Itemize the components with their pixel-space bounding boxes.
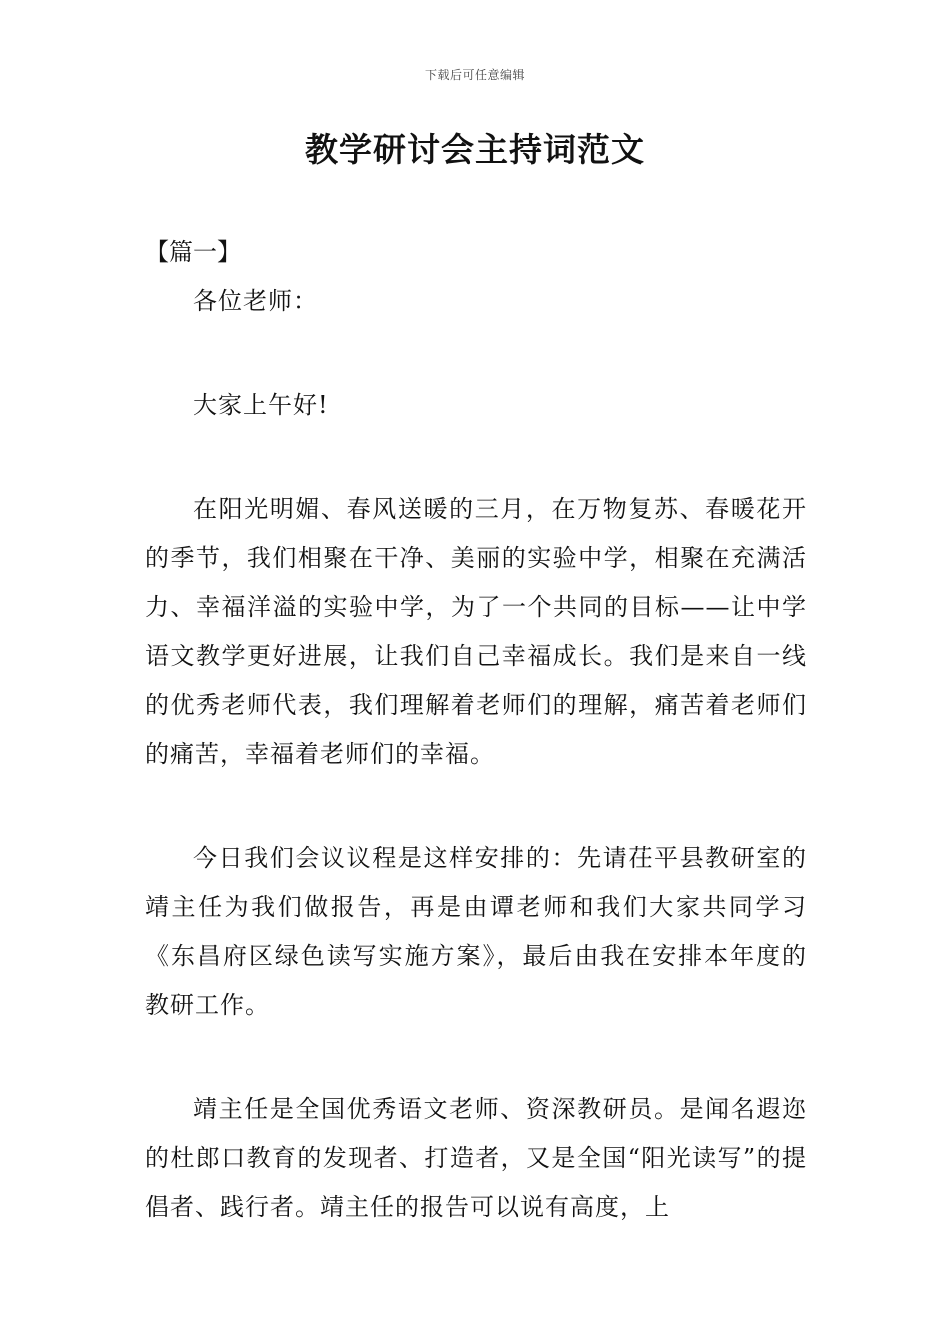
- document-body: [145, 228, 807, 1232]
- paragraph-gap: [145, 779, 807, 834]
- header-note: 下载后可任意编辑: [424, 68, 525, 82]
- paragraph-opening: 在阳光明媚、春风送暖的三月，在万物复苏、春暖花开的季节，我们相聚在干净、美丽的实验中学，相聚在充满活力、幸福洋溢的实验中学，为了一个共同的目标——让中学语文教学更好进展，让我们自己幸福成长。我们是来自一线的优秀老师代表，我们理解着老师们的理解，痛苦着老师们的痛苦，幸福着老师们的幸福。: [145, 495, 807, 768]
- paragraph-salutation: 大家上午好!: [193, 391, 329, 419]
- paragraph-greeting: 各位老师：: [193, 287, 318, 315]
- section-label: 【篇一】: [145, 238, 241, 266]
- paragraph-gap: [145, 1030, 807, 1085]
- paragraph-speaker-intro: 靖主任是全国优秀语文老师、资深教研员。是闻名遐迩的杜郎口教育的发现者、打造者，又是全国“阳光读写”的提倡者、践行者。靖主任的报告可以说有高度，上: [145, 1095, 807, 1221]
- document-title: 教学研讨会主持词范文: [305, 130, 645, 169]
- paragraph-gap: [145, 430, 807, 485]
- paragraph-agenda: 今日我们会议议程是这样安排的：先请茌平县教研室的靖主任为我们做报告，再是由谭老师和我们大家共同学习《东昌府区绿色读写实施方案》，最后由我在安排本年度的教研工作。: [145, 844, 807, 1019]
- paragraph-gap: [145, 326, 807, 381]
